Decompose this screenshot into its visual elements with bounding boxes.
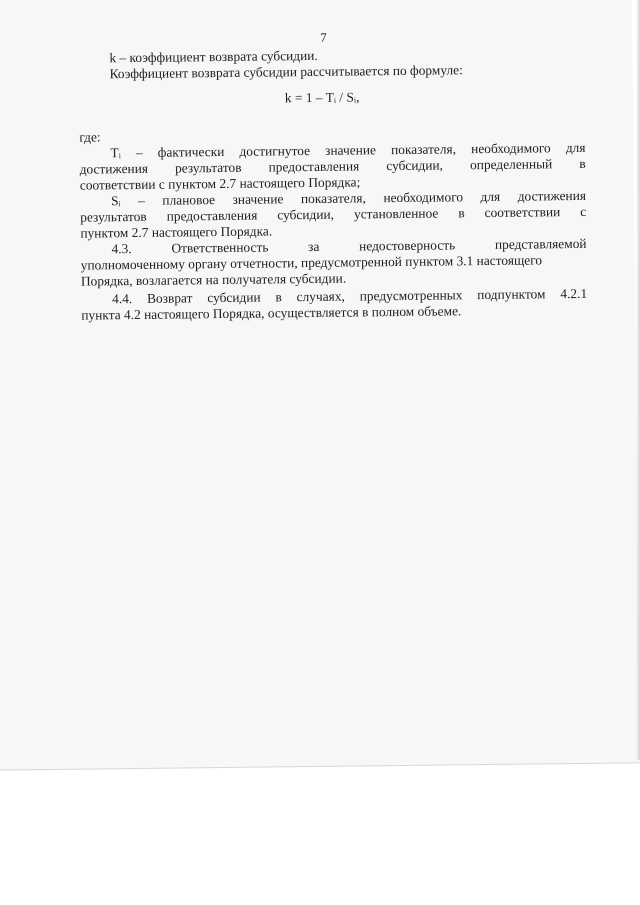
formula: k = 1 – Tᵢ / Sᵢ,: [284, 89, 360, 106]
page-number: 7: [320, 29, 327, 45]
ti-definition-line-3: соответствии с пунктом 2.7 настоящего Порядка;: [79, 174, 361, 193]
ti-definition-line-1: Tᵢ – фактически достигнутое значение показателя, необходимого для: [110, 139, 586, 161]
clause-4-3-line-3: Порядка, возлагается на получателя субсидии.: [80, 270, 347, 289]
where-label: где:: [79, 129, 101, 145]
ti-definition-line-2: достижения результатов предоставления субсидии, определенный в: [79, 155, 586, 177]
si-definition-line-3: пунктом 2.7 настоящего Порядка.: [80, 223, 273, 241]
clause-4-3-line-2: уполномоченному органу отчетности, предусмотренной пунктом 3.1 настоящего: [80, 252, 543, 273]
clause-4-4-line-2: пункта 4.2 настоящего Порядка, осуществляется в полном объеме.: [81, 303, 462, 323]
formula-intro-line: Коэффициент возврата субсидии рассчитывается по формуле:: [109, 62, 463, 82]
si-definition-line-1: Sᵢ – плановое значение показателя, необходимого для достижения: [110, 187, 587, 209]
k-definition-line: k – коэффициент возврата субсидии.: [109, 47, 318, 66]
si-definition-line-2: результатов предоставления субсидии, установленное в соответствии с: [80, 203, 587, 225]
clause-4-4-line-1: 4.4. Возврат субсидии в случаях, предусмотренных подпунктом 4.2.1: [112, 285, 588, 307]
clause-4-3-line-1: 4.3. Ответственность за недостоверность представляемой: [111, 235, 587, 257]
scan-edge-shadow: [636, 0, 640, 760]
